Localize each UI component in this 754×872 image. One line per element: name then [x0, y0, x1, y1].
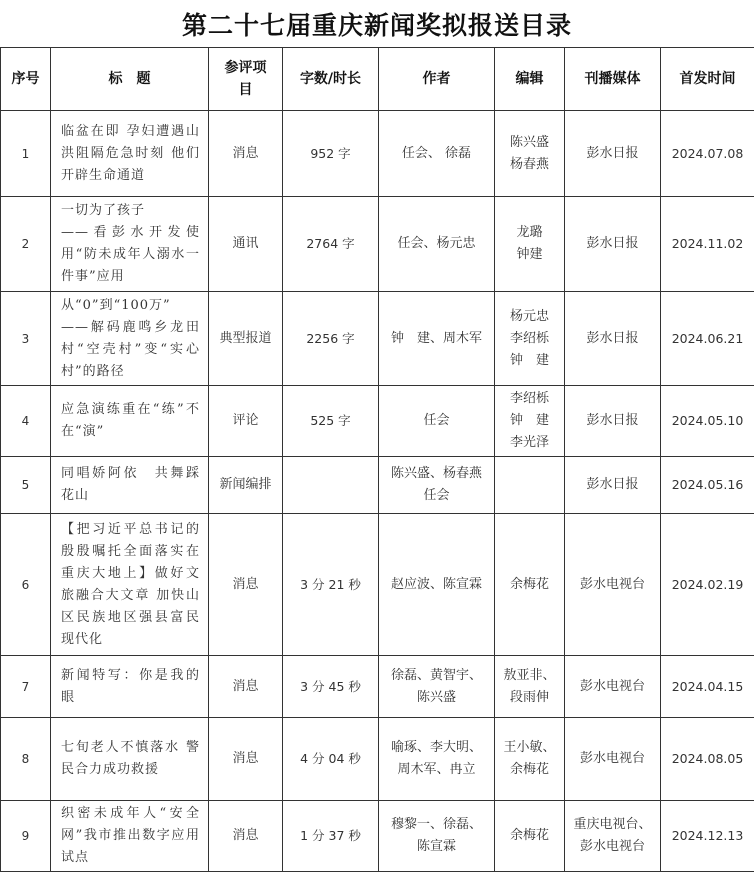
row-author: 钟 建、周木军 [379, 292, 495, 386]
row-author: 赵应波、陈宣霖 [379, 514, 495, 656]
header-row [1, 48, 754, 111]
row-author: 徐磊、黄智宇、 陈兴盛 [379, 656, 495, 718]
row-media: 彭水日报 [565, 111, 661, 197]
row-media: 彭水日报 [565, 386, 661, 457]
header-title: 标 题 [51, 48, 209, 111]
row-category: 消息 [209, 514, 283, 656]
row-editor: 杨元忠 李绍栎 钟 建 [495, 292, 565, 386]
header-length: 字数/时长 [283, 48, 379, 111]
row-author: 任会 [379, 386, 495, 457]
row-editor: 余梅花 [495, 514, 565, 656]
row-title: 从“0”到“100万” ——解码鹿鸣乡龙田村“空壳村”变“实心村”的路径 [51, 292, 209, 386]
row-date: 2024.05.10 [661, 386, 754, 457]
row-date: 2024.11.02 [661, 197, 754, 292]
row-title: 一切为了孩子 ——看彭水开发使用“防未成年人溺水一件事”应用 [51, 197, 209, 292]
row-length: 525 字 [283, 386, 379, 457]
table-row [1, 656, 754, 718]
row-author: 穆黎一、徐磊、 陈宣霖 [379, 801, 495, 872]
row-date: 2024.02.19 [661, 514, 754, 656]
row-title: 织密未成年人“安全网”我市推出数字应用试点 [51, 801, 209, 872]
table-row [1, 292, 754, 386]
row-date: 2024.07.08 [661, 111, 754, 197]
row-title: 临盆在即 孕妇遭遇山洪阻隔危急时刻 他们开辟生命通道 [51, 111, 209, 197]
row-index: 2 [1, 197, 51, 292]
row-index: 8 [1, 718, 51, 801]
row-index: 6 [1, 514, 51, 656]
row-length: 2764 字 [283, 197, 379, 292]
row-editor: 敖亚非、 段雨伸 [495, 656, 565, 718]
header-editor: 编辑 [495, 48, 565, 111]
header-author: 作者 [379, 48, 495, 111]
row-author: 任会、 徐磊 [379, 111, 495, 197]
header-media: 刊播媒体 [565, 48, 661, 111]
row-editor: 李绍栎 钟 建 李光泽 [495, 386, 565, 457]
row-media: 彭水日报 [565, 197, 661, 292]
row-media: 彭水电视台 [565, 718, 661, 801]
row-media: 彭水日报 [565, 457, 661, 514]
table-row [1, 386, 754, 457]
page-title: 第二十七届重庆新闻奖拟报送目录 [0, 6, 754, 42]
row-length [283, 457, 379, 514]
row-title: 【把习近平总书记的殷殷嘱托全面落实在重庆大地上】做好文旅融合大文章 加快山区民族地区强县富民现代化 [51, 514, 209, 656]
row-editor: 余梅花 [495, 801, 565, 872]
row-editor: 陈兴盛 杨春燕 [495, 111, 565, 197]
row-category: 评论 [209, 386, 283, 457]
row-length: 4 分 04 秒 [283, 718, 379, 801]
row-editor: 王小敏、 余梅花 [495, 718, 565, 801]
header-date: 首发时间 [661, 48, 754, 111]
table-row [1, 197, 754, 292]
row-date: 2024.05.16 [661, 457, 754, 514]
row-category: 消息 [209, 656, 283, 718]
row-date: 2024.04.15 [661, 656, 754, 718]
header-category: 参评项 目 [209, 48, 283, 111]
row-media: 彭水电视台 [565, 656, 661, 718]
row-date: 2024.12.13 [661, 801, 754, 872]
row-author: 陈兴盛、杨春燕 任会 [379, 457, 495, 514]
row-title: 同唱娇阿依 共舞踩花山 [51, 457, 209, 514]
table-row [1, 514, 754, 656]
row-length: 3 分 45 秒 [283, 656, 379, 718]
row-author: 喻琢、李大明、 周木军、冉立 [379, 718, 495, 801]
row-index: 7 [1, 656, 51, 718]
row-length: 3 分 21 秒 [283, 514, 379, 656]
row-category: 消息 [209, 718, 283, 801]
row-title: 七旬老人不慎落水 警民合力成功救援 [51, 718, 209, 801]
row-length: 952 字 [283, 111, 379, 197]
row-index: 4 [1, 386, 51, 457]
row-length: 2256 字 [283, 292, 379, 386]
row-category: 通讯 [209, 197, 283, 292]
row-category: 消息 [209, 801, 283, 872]
row-author: 任会、杨元忠 [379, 197, 495, 292]
row-category: 典型报道 [209, 292, 283, 386]
row-index: 1 [1, 111, 51, 197]
row-title: 新闻特写：你是我的眼 [51, 656, 209, 718]
table-row [1, 718, 754, 801]
table-row [1, 457, 754, 514]
header-index: 序号 [1, 48, 51, 111]
row-editor: 龙璐 钟建 [495, 197, 565, 292]
row-media: 彭水日报 [565, 292, 661, 386]
catalog-table [0, 47, 754, 872]
table-row [1, 111, 754, 197]
row-editor [495, 457, 565, 514]
row-length: 1 分 37 秒 [283, 801, 379, 872]
table-row [1, 801, 754, 872]
row-index: 3 [1, 292, 51, 386]
row-date: 2024.08.05 [661, 718, 754, 801]
row-index: 5 [1, 457, 51, 514]
row-media: 彭水电视台 [565, 514, 661, 656]
row-index: 9 [1, 801, 51, 872]
row-date: 2024.06.21 [661, 292, 754, 386]
row-media: 重庆电视台、 彭水电视台 [565, 801, 661, 872]
row-title: 应急演练重在“练”不在“演” [51, 386, 209, 457]
row-category: 新闻编排 [209, 457, 283, 514]
row-category: 消息 [209, 111, 283, 197]
